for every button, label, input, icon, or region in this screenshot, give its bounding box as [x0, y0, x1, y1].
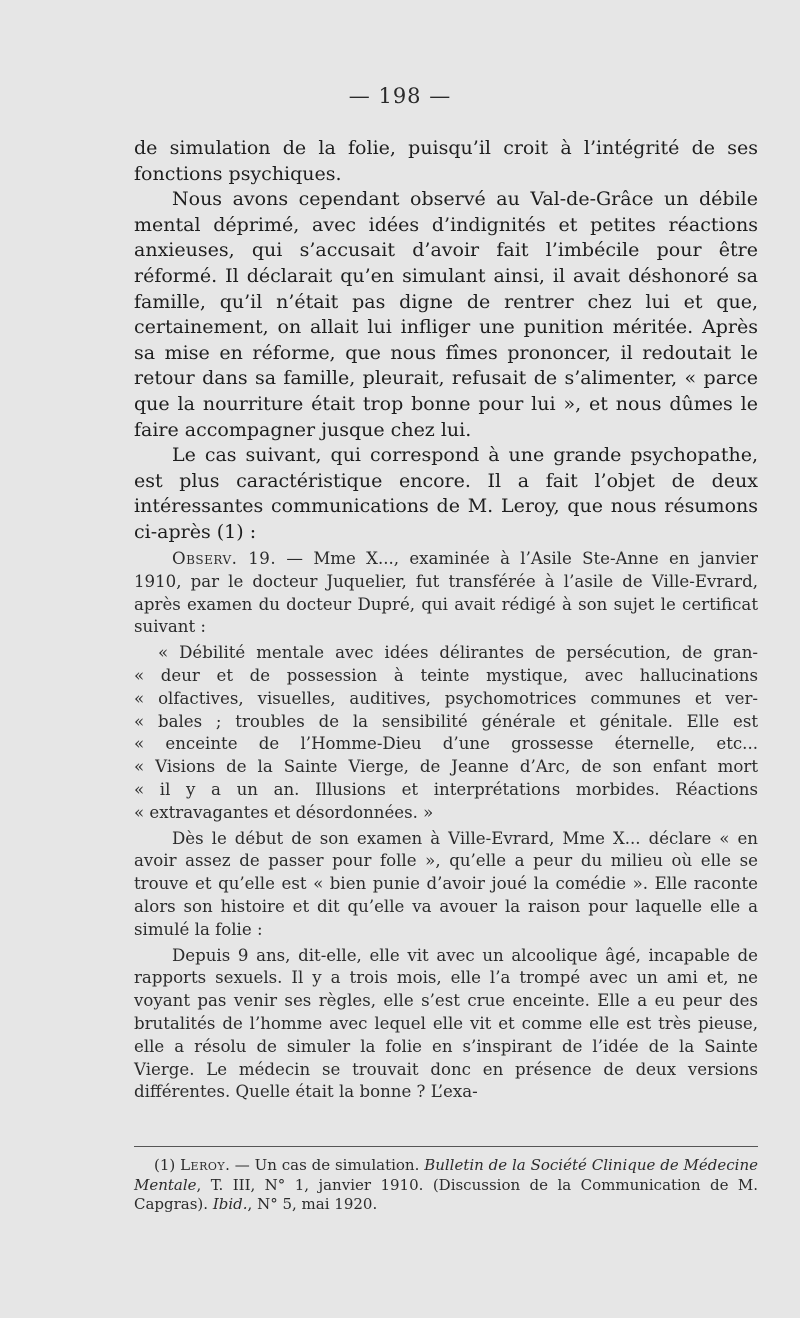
observation-intro — [134, 548, 758, 639]
observation-intro-text: — Mme X..., examinée à l’Asile Ste-Anne en janvier 1910, par le docteur Juquelier, fut transférée à l’asile de Ville-Evrard, après examen du docteur Dupré, qui avait rédigé à son sujet le certificat suivant : — [134, 549, 758, 637]
quote-line: « enceinte de l’Homme-Dieu d’une grossesse éternelle, etc... — [134, 734, 758, 754]
footnote-text-3: , N° 5, mai 1920. — [247, 1195, 378, 1213]
quote-line: « Débilité mentale avec idées délirantes de persécution, de gran- — [158, 643, 758, 663]
footnote-ibid: Ibid. — [212, 1195, 248, 1213]
page-number: — 198 — — [348, 84, 452, 108]
footnote — [134, 1156, 758, 1215]
paragraph-cas-suivant: Le cas suivant, qui correspond à une grande psychopathe, est plus caractéristique encore. Il a fait l’objet de deux intéressantes communications de M. Leroy, que nous résumons ci-après (1) : — [134, 444, 758, 543]
footnote-text-2: , T. III, N° 1, janvier 1910. (Discussion de la Communication de M. Capgras). — [134, 1175, 758, 1213]
footnote-journal: Bulletin de la Société Clinique de Médecine Mentale — [134, 1156, 758, 1194]
footnote-divider — [134, 1146, 758, 1147]
observation-19 — [134, 548, 758, 1104]
footnote-author: Leroy — [180, 1156, 226, 1174]
footnote-text-1: . — Un cas de simulation. — [225, 1156, 425, 1174]
paragraph-debut-examen: Dès le début de son examen à Ville-Evrard, Mme X... déclare « en avoir assez de passer pour folle », qu’elle a peur du milieu où elle se trouve et qu’elle est « bien punie d’avoir joué la comédie ». Elle raconte alors son histoire et dit qu’elle va avouer la raison pour laquelle elle a simulé la folie : — [134, 828, 758, 939]
quote-line: « il y a un an. Illusions et interprétations morbides. Réactions — [134, 779, 758, 799]
paragraph-simulation: de simulation de la folie, puisqu’il croit à l’intégrité de ses fonctions psychiques. — [134, 137, 758, 185]
paragraph-depuis-9-ans: Depuis 9 ans, dit-elle, elle vit avec un alcoolique âgé, incapable de rapports sexuels. Il y a trois mois, elle l’a trompé avec un ami et, ne voyant pas venir ses règles, elle s’est crue enceinte. Elle a eu peur des brutalités de l’homme avec lequel elle vit et comme elle est très pieuse, elle a résolu de simuler la folie en s’inspirant de l’idée de la Sainte Vierge. Le médecin se trouvait donc en présence de deux versions différentes. Quelle était la bonne ? L’exa- — [134, 945, 758, 1102]
paragraph-val-de-grace: Nous avons cependant observé au Val-de-Grâce un débile mental déprimé, avec idées d’indignités et petites réactions anxieuses, qui s’accusait d’avoir fait l’imbécile pour être réformé. Il déclarait qu’en simulant ainsi, il avait déshonoré sa famille, qu’il n’était pas digne de rentrer chez lui et que, certainement, on allait lui infliger une punition méritée. Après sa mise en réforme, que nous fîmes prononcer, il redoutait le retour dans sa famille, pleurait, refusait de s’alimenter, « parce que la nourriture était trop bonne pour lui », et nous dûmes le faire accompagner jusque chez lui. — [134, 188, 758, 441]
quote-line: « extravagantes et désordonnées. » — [134, 802, 434, 822]
quote-line: « olfactives, visuelles, auditives, psychomotrices communes et ver- — [134, 688, 758, 708]
quote-line: « Visions de la Sainte Vierge, de Jeanne d’Arc, de son enfant mort — [134, 757, 758, 777]
footnote-marker: (1) — [154, 1156, 181, 1174]
observation-label: Observ. 19. — [172, 549, 277, 568]
quote-line: « deur et de possession à teinte mystique, avec hallucinations — [134, 665, 758, 685]
certificate-quote — [134, 642, 758, 824]
quote-line: « bales ; troubles de la sensibilité générale et génitale. Elle est — [134, 711, 758, 731]
main-text — [134, 136, 758, 546]
